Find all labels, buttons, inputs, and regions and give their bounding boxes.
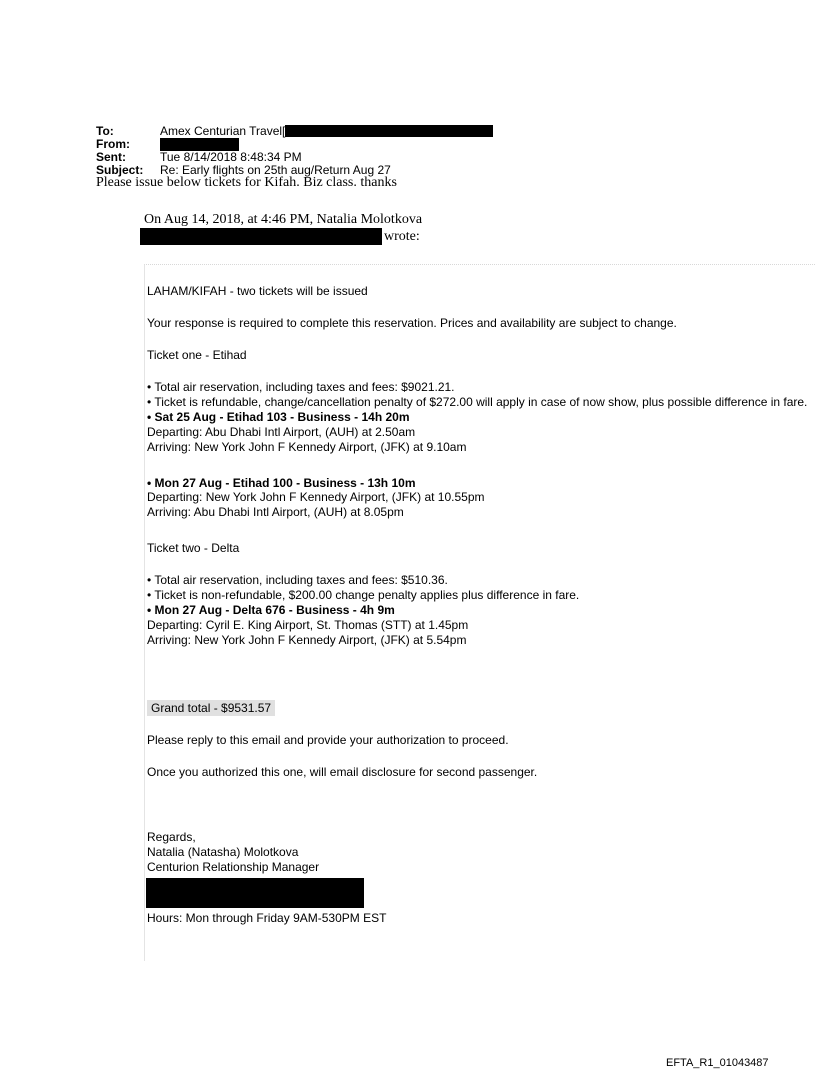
to-value: Amex Centurian Travel[ — [160, 124, 286, 138]
ticket2-total: • Total air reservation, including taxes and fees: $510.36. — [147, 573, 448, 587]
quote-header — [144, 211, 422, 245]
ticket2-flight: • Mon 27 Aug - Delta 676 - Business - 4h 9m — [147, 603, 395, 617]
sent-label: Sent: — [96, 150, 126, 164]
from-label: From: — [96, 137, 130, 151]
ticket1-heading: Ticket one - Etihad — [147, 348, 247, 362]
to-label: To: — [96, 124, 114, 138]
signature-role: Centurion Relationship Manager — [147, 860, 320, 874]
ticket1-flight2: • Mon 27 Aug - Etihad 100 - Business - 13h 10m — [147, 476, 416, 490]
ticket1-total: • Total air reservation, including taxes and fees: $9021.21. — [147, 380, 455, 394]
ticket2-arrive: Arriving: New York John F Kennedy Airport, (JFK) at 5.54pm — [147, 633, 467, 647]
sent-value: Tue 8/14/2018 8:48:34 PM — [160, 150, 302, 164]
ticket2-heading: Ticket two - Delta — [147, 541, 240, 555]
second-passenger-note: Once you authorized this one, will email disclosure for second passenger. — [147, 765, 538, 779]
office-hours: Hours: Mon through Friday 9AM-530PM EST — [147, 911, 387, 925]
quote-wrote: wrote: — [384, 229, 420, 244]
ticket1-flight2-depart: Departing: New York John F Kennedy Airport, (JFK) at 10.55pm — [147, 490, 485, 504]
quote-line: On Aug 14, 2018, at 4:46 PM, Natalia Molotkova — [144, 212, 423, 227]
regards: Regards, — [147, 830, 196, 844]
signature-name: Natalia (Natasha) Molotkova — [147, 845, 299, 859]
grand-total: Grand total - $9531.57 — [147, 700, 275, 716]
ticket1-flight2-arrive: Arriving: Abu Dhabi Intl Airport, (AUH) at 8.05pm — [147, 505, 404, 519]
redaction-bar — [146, 878, 364, 908]
ticket2-refund: • Ticket is non-refundable, $200.00 change penalty applies plus difference in fare. — [147, 588, 580, 602]
message-title: LAHAM/KIFAH - two tickets will be issued — [147, 284, 368, 298]
intro-text: Please issue below tickets for Kifah. Biz class. thanks — [96, 175, 397, 190]
document-id: EFTA_R1_01043487 — [666, 1057, 769, 1069]
reply-note: Please reply to this email and provide your authorization to proceed. — [147, 733, 509, 747]
ticket2-depart: Departing: Cyril E. King Airport, St. Thomas (STT) at 1.45pm — [147, 618, 469, 632]
redaction-bar — [285, 125, 493, 137]
subject-value: Re: Early flights on 25th aug/Return Aug 27 — [160, 163, 391, 177]
ticket1-flight1: • Sat 25 Aug - Etihad 103 - Business - 14h 20m — [147, 410, 410, 424]
ticket1-flight1-depart: Departing: Abu Dhabi Intl Airport, (AUH) at 2.50am — [147, 425, 416, 439]
response-note: Your response is required to complete this reservation. Prices and availability are subject to change. — [147, 316, 677, 330]
ticket1-flight1-arrive: Arriving: New York John F Kennedy Airport, (JFK) at 9.10am — [147, 440, 467, 454]
ticket1-refund: • Ticket is refundable, change/cancellation penalty of $272.00 will apply in case of now show, plus possible difference in fare. — [147, 395, 808, 409]
subject-label: Subject: — [96, 163, 144, 177]
redaction-bar — [140, 228, 382, 245]
